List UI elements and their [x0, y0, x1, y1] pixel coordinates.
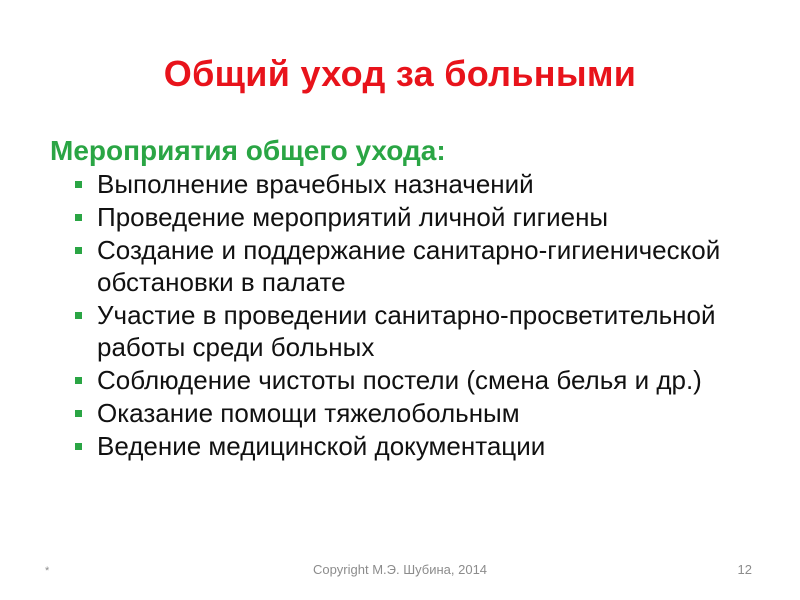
- bullet-text: Ведение медицинской документации: [97, 431, 546, 461]
- square-bullet-icon: [75, 312, 82, 319]
- bullet-item: [70, 364, 760, 396]
- bullet-item: [70, 234, 760, 298]
- slide-title: Общий уход за больными: [163, 53, 637, 94]
- square-bullet-icon: [75, 247, 82, 254]
- square-bullet-icon: [75, 181, 82, 188]
- bullet-text: Создание и поддержание санитарно-гигиенической обстановки в палате: [97, 235, 721, 297]
- copyright-footer: Copyright М.Э. Шубина, 2014: [312, 562, 488, 577]
- bullet-item: [70, 397, 760, 429]
- bullet-item: [70, 430, 760, 462]
- square-bullet-icon: [75, 410, 82, 417]
- section-heading: Мероприятия общего ухода:: [50, 135, 446, 166]
- square-bullet-icon: [75, 214, 82, 221]
- bullet-list: [70, 168, 760, 463]
- bullet-text: Выполнение врачебных назначений: [97, 169, 534, 199]
- footer-marker: *: [45, 565, 50, 577]
- bullet-item: [70, 168, 760, 200]
- page-number: 12: [737, 562, 752, 577]
- bullet-text: Участие в проведении санитарно-просветительной работы среди больных: [97, 300, 716, 362]
- bullet-text: Оказание помощи тяжелобольным: [97, 398, 520, 428]
- bullet-item: [70, 201, 760, 233]
- bullet-text: Соблюдение чистоты постели (смена белья и др.): [97, 365, 702, 395]
- square-bullet-icon: [75, 443, 82, 450]
- square-bullet-icon: [75, 377, 82, 384]
- bullet-item: [70, 299, 760, 363]
- bullet-text: Проведение мероприятий личной гигиены: [97, 202, 609, 232]
